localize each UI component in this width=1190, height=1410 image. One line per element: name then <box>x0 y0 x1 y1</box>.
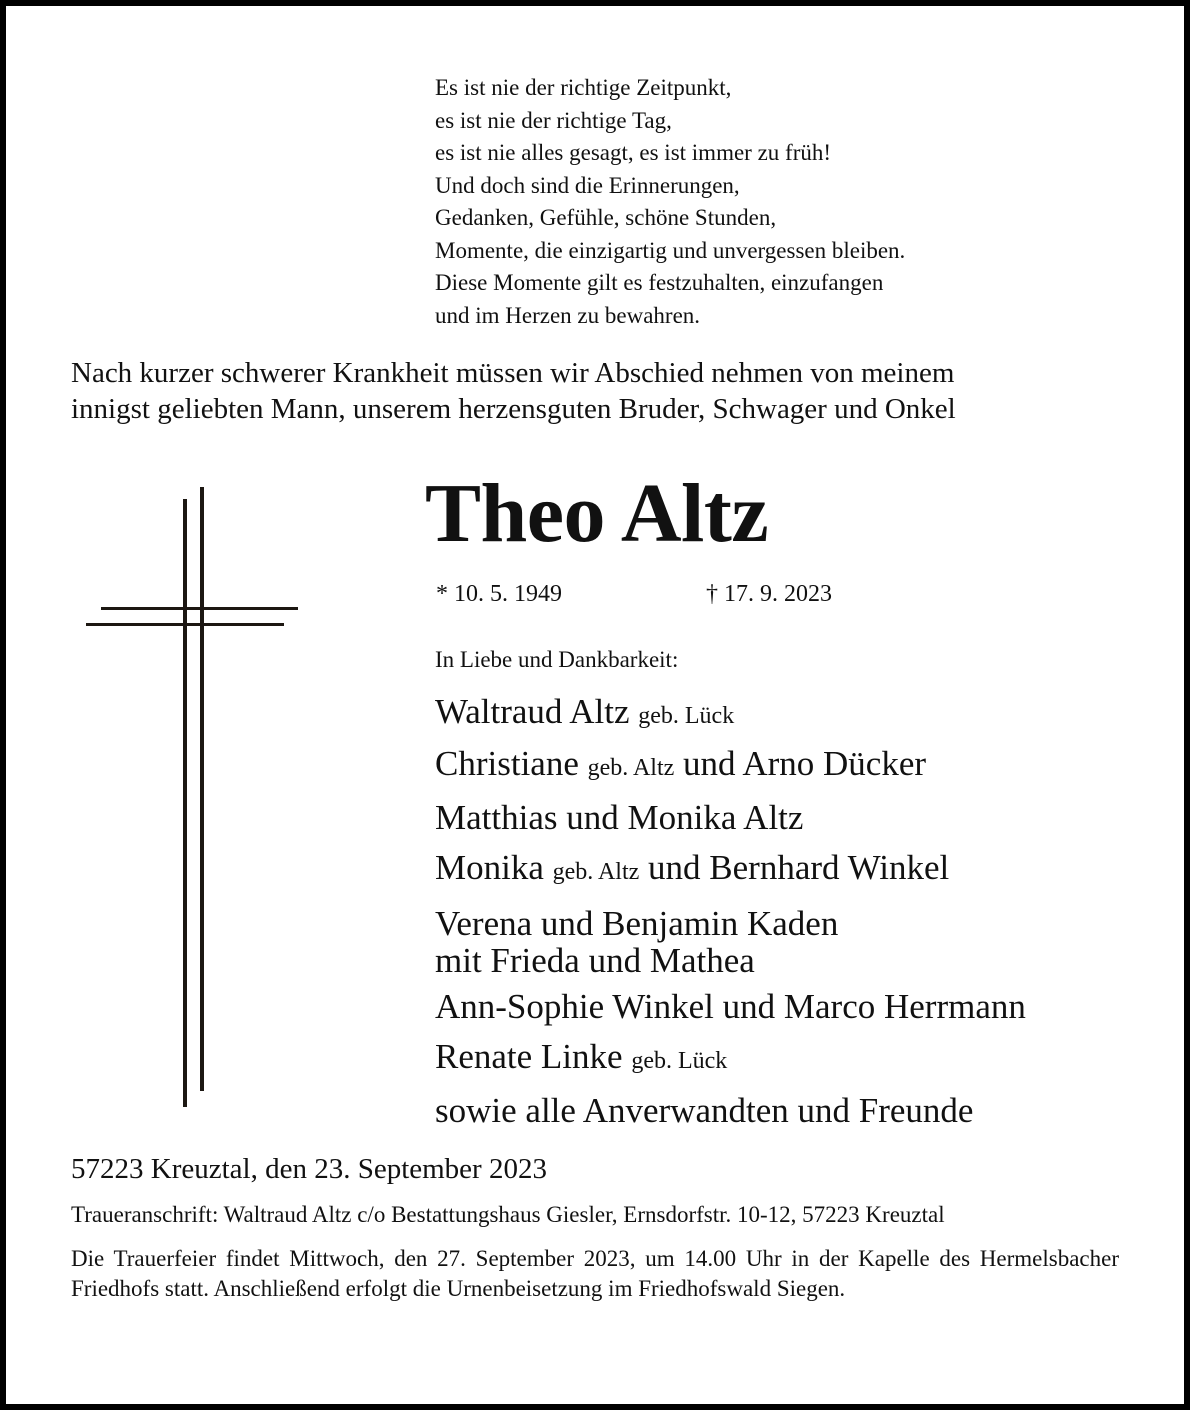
mourner-name: Christiane <box>435 744 579 783</box>
ceremony-info: Die Trauerfeier findet Mittwoch, den 27. September 2023, um 14.00 Uhr in der Kapelle des Hermelsbacher Friedhofs statt. Anschließend erfolgt die Urnenbeisetzung im Friedhofswald Siegen. <box>71 1246 1119 1301</box>
cross-vertical-left <box>183 499 187 1107</box>
announcement-text <box>71 355 1131 427</box>
cross-horizontal-bottom <box>86 623 284 626</box>
mourner-name-rest: und Arno Dücker <box>683 744 927 783</box>
mourners-list <box>435 689 1155 1136</box>
mourner-entry <box>435 689 1155 739</box>
mourner-entry <box>435 843 1155 897</box>
mourning-address: Traueranschrift: Waltraud Altz c/o Bestattungshaus Giesler, Ernsdorfstr. 10-12, 57223 Kreuztal <box>71 1202 945 1227</box>
poem-line: und im Herzen zu bewahren. <box>435 302 701 328</box>
poem-line: Diese Momente gilt es festzuhalten, einzufangen <box>435 270 884 295</box>
maiden-name-note: geb. Altz <box>552 859 640 885</box>
poem <box>435 72 1135 332</box>
poem-line: Momente, die einzigartig und unvergessen bleiben. <box>435 237 906 263</box>
mourner-entry: Ann-Sophie Winkel und Marco Herrmann <box>435 987 1026 1026</box>
cross-icon <box>84 487 300 1109</box>
thanks-label: In Liebe und Dankbarkeit: <box>435 647 679 672</box>
poem-line: Gedanken, Gefühle, schöne Stunden, <box>435 205 777 230</box>
poem-line: Es ist nie der richtige Zeitpunkt, <box>435 75 732 100</box>
mourner-entry <box>435 905 1155 979</box>
mourner-line: mit Frieda und Mathea <box>435 941 755 980</box>
maiden-name-note: geb. Altz <box>587 755 675 781</box>
mourner-entry <box>435 739 1155 793</box>
cross-horizontal-top <box>101 607 298 610</box>
birth-date: * 10. 5. 1949 <box>436 581 562 607</box>
announcement-line: Nach kurzer schwerer Krankheit müssen wir Abschied nehmen von meinem <box>71 357 955 389</box>
deceased-name: Theo Altz <box>425 467 769 560</box>
poem-line: Und doch sind die Erinnerungen, <box>435 172 740 198</box>
death-date: † 17. 9. 2023 <box>706 581 832 607</box>
maiden-name-note: geb. Lück <box>631 1048 728 1074</box>
place-and-date: 57223 Kreuztal, den 23. September 2023 <box>71 1153 547 1185</box>
poem-line: es ist nie der richtige Tag, <box>435 107 672 133</box>
mourner-entry: sowie alle Anverwandten und Freunde <box>435 1091 974 1130</box>
announcement-line: innigst geliebten Mann, unserem herzensguten Bruder, Schwager und Onkel <box>71 393 956 425</box>
mourner-name-rest: und Bernhard Winkel <box>648 848 950 887</box>
mourner-name: Waltraud Altz <box>435 692 630 731</box>
mourner-entry: Matthias und Monika Altz <box>435 798 804 837</box>
maiden-name-note: geb. Lück <box>638 703 735 729</box>
poem-line: es ist nie alles gesagt, es ist immer zu früh! <box>435 140 832 165</box>
mourner-entry <box>435 1032 1155 1086</box>
mourner-line: Verena und Benjamin Kaden <box>435 904 839 943</box>
mourner-name: Monika <box>435 848 544 887</box>
cross-vertical-right <box>200 487 204 1091</box>
mourner-name: Renate Linke <box>435 1037 623 1076</box>
